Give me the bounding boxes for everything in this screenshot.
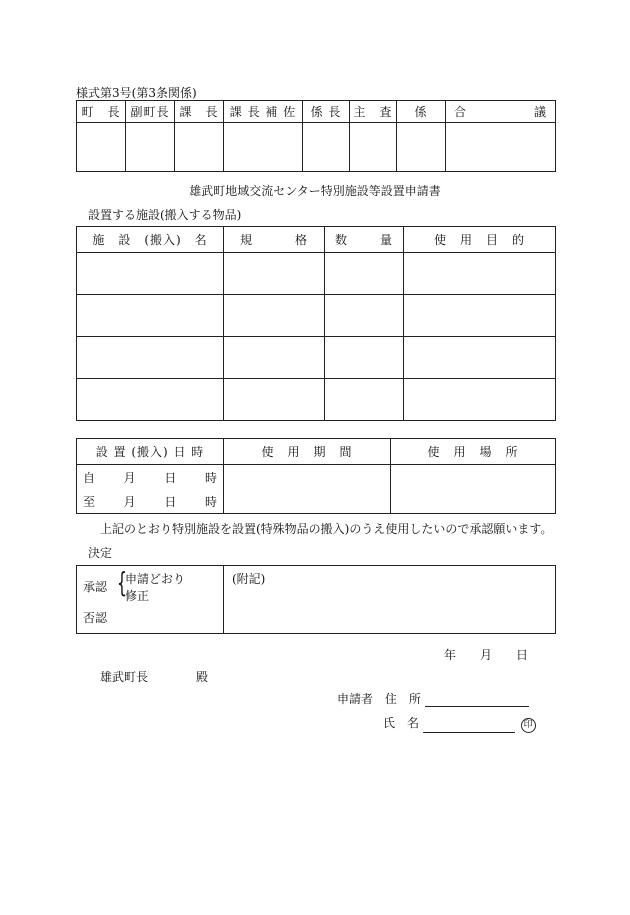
approval-header-section-chief: 課 長	[175, 101, 224, 123]
applicant-label: 申請者	[337, 692, 374, 706]
to-row	[77, 489, 223, 513]
schedule-header-period: 使 用 期 間	[224, 439, 391, 465]
approval-header-mayor: 町 長	[77, 101, 126, 123]
decision-label: 決定	[88, 546, 113, 560]
name-label: 氏 名	[383, 716, 420, 730]
quantity-char-1: 数	[335, 233, 349, 247]
approval-header-consultation	[446, 101, 556, 123]
form-label: 様式第3号(第3条関係)	[76, 86, 197, 100]
brace-icon: {	[117, 566, 127, 599]
approval-box[interactable]	[126, 123, 175, 172]
items-table	[76, 226, 556, 421]
date-line	[444, 646, 528, 663]
approval-header-inspector: 主 査	[350, 101, 397, 123]
item-purpose-cell[interactable]	[404, 253, 556, 295]
item-name-cell[interactable]	[77, 295, 224, 337]
period-cell[interactable]	[224, 465, 391, 514]
item-quantity-cell[interactable]	[325, 379, 404, 421]
from-label: 自	[83, 470, 96, 485]
schedule-table	[76, 438, 556, 514]
spec-char-2: 格	[294, 233, 308, 247]
as-requested-option[interactable]: 申請どおり	[125, 572, 186, 586]
honorific: 殿	[196, 670, 209, 684]
item-spec-cell[interactable]	[224, 379, 325, 421]
item-purpose-cell[interactable]	[404, 337, 556, 379]
items-header-purpose: 使 用 目 的	[404, 227, 556, 253]
approval-box[interactable]	[224, 123, 303, 172]
to-label: 至	[83, 494, 96, 509]
approval-box[interactable]	[303, 123, 350, 172]
items-row	[77, 379, 556, 421]
spec-char-1: 規	[240, 233, 254, 247]
item-purpose-cell[interactable]	[404, 379, 556, 421]
seal-icon: 印	[521, 718, 536, 733]
approval-box[interactable]	[77, 123, 126, 172]
address-field[interactable]	[425, 692, 529, 707]
items-row	[77, 295, 556, 337]
request-sentence: 上記のとおり特別施設を設置(特殊物品の搬入)のうえ使用したいので承認願います。	[100, 522, 553, 536]
decision-note-cell[interactable]	[224, 566, 556, 634]
approval-box[interactable]	[350, 123, 397, 172]
applicant-name-row	[383, 714, 536, 733]
address-label: 住 所	[384, 692, 421, 706]
items-header-spec	[224, 227, 325, 253]
day-label: 日	[164, 494, 177, 509]
items-row	[77, 337, 556, 379]
schedule-header-location: 使 用 場 所	[391, 439, 556, 465]
month-label: 月	[123, 494, 136, 509]
from-row	[77, 465, 223, 489]
note-label: (附記)	[232, 572, 266, 586]
section-label: 設置する施設(搬入する物品)	[88, 208, 242, 222]
datetime-cell[interactable]	[77, 465, 224, 514]
decision-table	[76, 565, 556, 634]
month-label: 月	[479, 648, 492, 662]
consultation-char-1: 合	[454, 105, 468, 119]
modified-option[interactable]: 修正	[125, 589, 150, 603]
quantity-char-2: 量	[379, 233, 393, 247]
addressee: 雄武町長	[100, 670, 149, 684]
approval-header-subsection-chief: 係 長	[303, 101, 350, 123]
item-quantity-cell[interactable]	[325, 253, 404, 295]
approval-header-assistant-chief: 課 長 補 佐	[224, 101, 303, 123]
document-title: 雄武町地域交流センター特別施設等設置申請書	[189, 184, 441, 198]
day-label: 日	[164, 470, 177, 485]
schedule-header-datetime: 設 置 (搬入) 日 時	[77, 439, 224, 465]
approval-box[interactable]	[397, 123, 446, 172]
applicant-address-row	[337, 690, 529, 707]
approval-header-staff: 係	[397, 101, 446, 123]
item-spec-cell[interactable]	[224, 295, 325, 337]
item-quantity-cell[interactable]	[325, 337, 404, 379]
item-spec-cell[interactable]	[224, 337, 325, 379]
year-label: 年	[444, 648, 457, 662]
consultation-char-2: 議	[533, 105, 547, 119]
decision-options-cell	[77, 566, 224, 634]
approval-table	[76, 100, 556, 172]
day-label: 日	[515, 648, 528, 662]
items-header-quantity	[325, 227, 404, 253]
month-label: 月	[123, 470, 136, 485]
approve-label: 承認	[83, 580, 108, 594]
approval-header-deputy-mayor: 副町長	[126, 101, 175, 123]
item-name-cell[interactable]	[77, 379, 224, 421]
items-header-name: 施 設 (搬入) 名	[77, 227, 224, 253]
approval-box[interactable]	[446, 123, 556, 172]
item-name-cell[interactable]	[77, 337, 224, 379]
item-name-cell[interactable]	[77, 253, 224, 295]
item-spec-cell[interactable]	[224, 253, 325, 295]
item-purpose-cell[interactable]	[404, 295, 556, 337]
name-field[interactable]	[423, 718, 515, 733]
location-cell[interactable]	[391, 465, 556, 514]
items-row	[77, 253, 556, 295]
item-quantity-cell[interactable]	[325, 295, 404, 337]
approval-box[interactable]	[175, 123, 224, 172]
hour-label: 時	[204, 494, 217, 509]
deny-option[interactable]: 否認	[83, 611, 108, 625]
hour-label: 時	[204, 470, 217, 485]
